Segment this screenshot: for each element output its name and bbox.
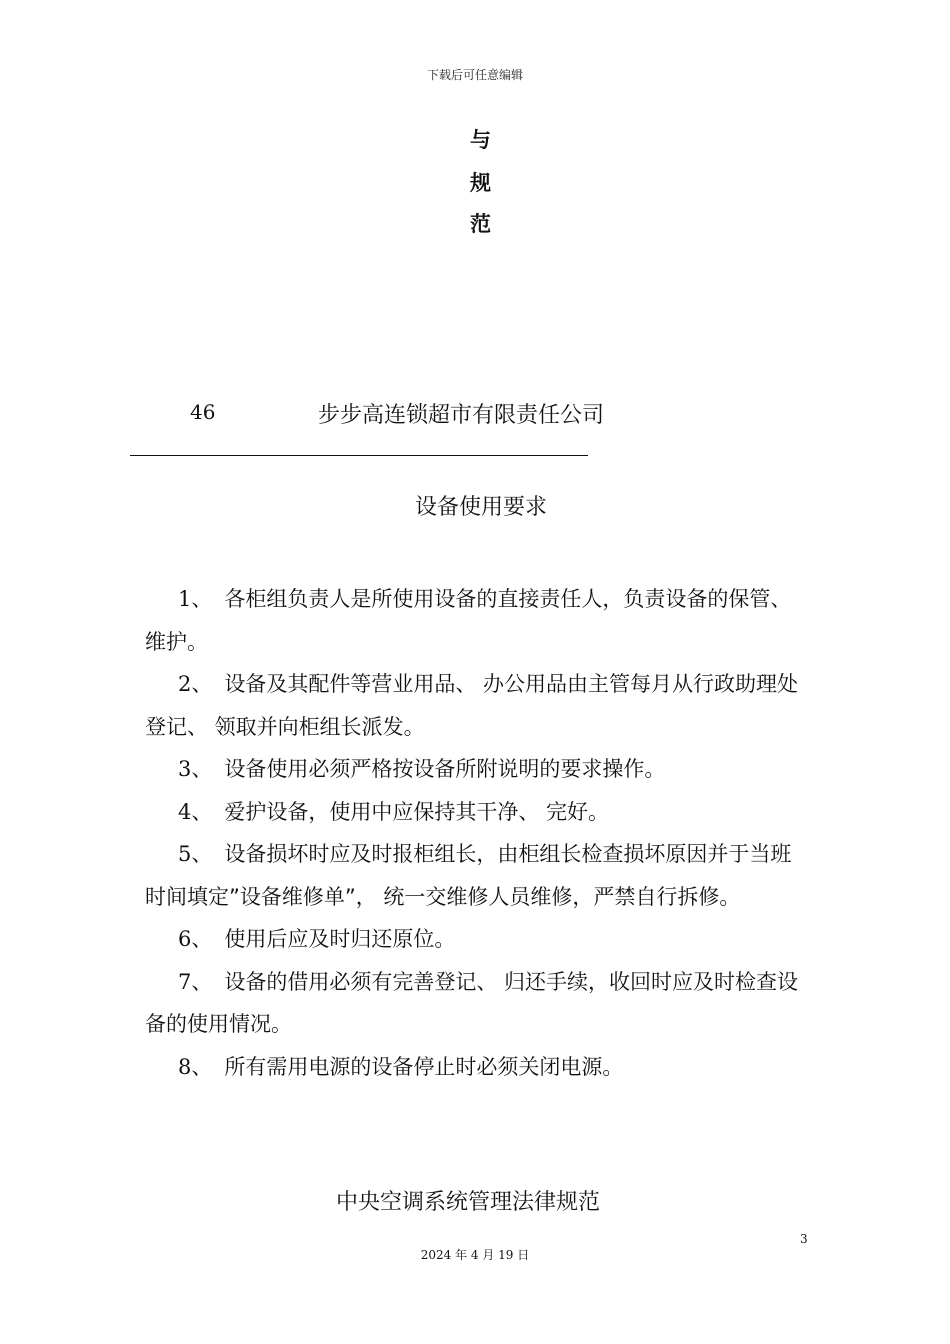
section-title: 设备使用要求 [415,495,548,520]
list-item [145,791,810,834]
item-number: 8、 [178,1054,213,1079]
horizontal-rule [130,455,588,456]
vertical-title-char: 范 [470,212,491,236]
vertical-title-char: 规 [470,171,491,195]
footer-date: 2024 年 4 月 19 日 [420,1248,530,1262]
list-item [145,833,810,918]
list-item [145,1046,810,1089]
requirements-list [145,578,810,1088]
item-text: 设备损坏时应及时报柜组长，由柜组长检查损坏原因并于当班时间填定”设备维修单”， 统一交维修人员维修，严禁自行拆修。 [145,842,792,909]
page-number: 3 [800,1232,808,1246]
header-note: 下载后可任意编辑 [426,68,523,82]
item-number: 4、 [178,799,213,824]
item-text: 设备使用必须严格按设备所附说明的要求操作。 [224,757,666,781]
item-text: 爱护设备，使用中应保持其干净、 完好。 [224,799,610,824]
list-item [145,961,810,1046]
item-number: 6、 [178,927,213,951]
item-number: 7、 [178,969,213,994]
item-number: 3、 [178,757,213,781]
list-item [145,663,810,748]
item-text: 设备的借用必须有完善登记、 归还手续，收回时应及时检查设备的使用情况。 [145,969,799,1036]
list-item [145,918,810,961]
company-name: 步步高连锁超市有限责任公司 [318,403,605,428]
item-text: 所有需用电源的设备停止时必须关闭电源。 [224,1054,624,1079]
company-line-number: 46 [190,400,216,424]
item-text: 各柜组负责人是所使用设备的直接责任人，负责设备的保管、 维护。 [145,587,792,654]
item-number: 1、 [178,587,213,611]
list-item [145,578,810,663]
item-number: 2、 [178,672,213,696]
vertical-title-char: 与 [470,128,491,152]
list-item [145,748,810,791]
item-text: 使用后应及时归还原位。 [224,927,456,951]
item-text: 设备及其配件等营业用品、 办公用品由主管每月从行政助理处登记、 领取并向柜组长派发。 [145,672,799,739]
footer-title: 中央空调系统管理法律规范 [336,1190,601,1215]
item-number: 5、 [178,842,213,866]
